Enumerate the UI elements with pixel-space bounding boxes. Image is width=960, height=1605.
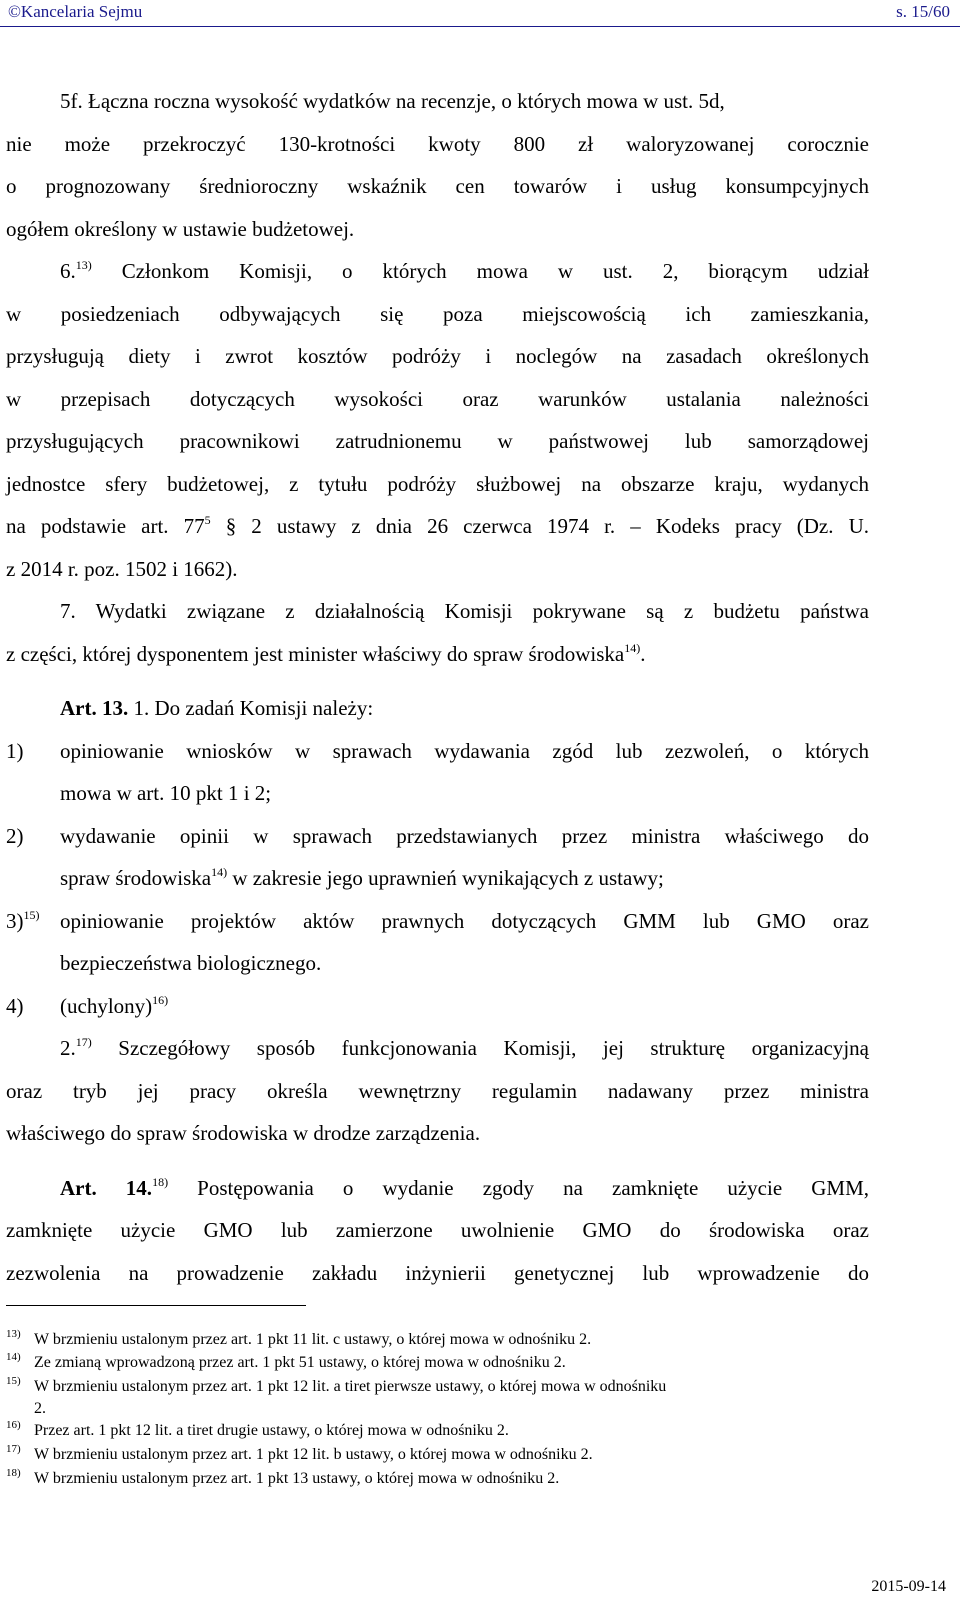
publication-date: 2015-09-14 [871,1578,946,1595]
paragraph-line: 6.$^{13)}$ Członkom Komisji, o których mowa w ust. 2, biorącym udział [60,258,870,283]
footnote-ref[interactable]: 18) [152,1175,169,1189]
footnote-number: 13) [6,1328,21,1340]
footnote-text: W brzmieniu ustalonym przez art. 1 pkt 13 ustawy, o której mowa w odnośniku 2. [34,1470,560,1487]
paragraph-line: przysługują diety i zwrot kosztów podróży i noclegów na zasadach określonych [6,344,869,368]
footnote-number: 17) [6,1443,21,1455]
list-number: 1) [6,739,24,763]
footnote-number: 16) [6,1419,21,1431]
footnote-ref[interactable]: 17) [75,1035,92,1049]
paragraph-line: jednostce sfery budżetowej, z tytułu podróży służbowej na obszarze kraju, wydanych [6,472,869,496]
paragraph-line: przysługujących pracownikowi zatrudnionemu w państwowej lub samorządowej [6,429,869,453]
list-item-line: wydawanie opinii w sprawach przedstawianych przez ministra właściwego do [60,824,869,848]
publisher-label: ©Kancelaria Sejmu [8,2,143,21]
paragraph-line: o prognozowany średnioroczny wskaźnik cen towarów i usług konsumpcyjnych [6,174,869,198]
list-item-line: opiniowanie projektów aktów prawnych dotyczących GMM lub GMO oraz [60,909,869,933]
footnote-ref[interactable]: 16) [152,993,169,1007]
footnote-text: 2. [34,1400,46,1417]
paragraph-line: na podstawie art. $77^5$ § 2 ustawy z dnia 26 czerwca 1974 r. – Kodeks pracy (Dz. U. [6,513,869,538]
footnote-text: W brzmieniu ustalonym przez art. 1 pkt 12 lit. a tiret pierwsze ustawy, o której mowa w odnośniku [34,1378,667,1395]
superscript: 5 [204,513,211,527]
footnote-ref[interactable]: 14) [211,865,228,879]
footnote-text: Przez art. 1 pkt 12 lit. a tiret drugie ustawy, o której mowa w odnośniku 2. [34,1422,509,1439]
page-header [0,0,960,26]
paragraph-line: zezwolenia na prowadzenie zakładu inżynierii genetycznej lub wprowadzenie do [6,1261,869,1285]
article-heading: Art. 14.$^{18)}$ Postępowania o wydanie zgody na zamknięte użycie GMM, [60,1175,870,1200]
footnote-text: W brzmieniu ustalonym przez art. 1 pkt 11 lit. c ustawy, o której mowa w odnośniku 2. [34,1331,592,1348]
page-number: s. 15/60 [896,2,950,21]
footnote-number: 14) [6,1351,21,1363]
header-divider [0,26,960,27]
list-item-line: (uchylony)$^{16)}$ [60,993,169,1018]
paragraph-line: nie może przekroczyć 130-krotności kwoty 800 zł waloryzowanej corocznie [6,132,869,156]
paragraph-line: właściwego do spraw środowiska w drodze zarządzenia. [6,1121,481,1145]
list-item-line: bezpieczeństwa biologicznego. [60,951,322,975]
list-item-line: mowa w art. 10 pkt 1 i 2; [60,781,272,805]
footnote-number: 15) [6,1375,21,1387]
list-number: 4) [6,994,24,1018]
list-item-line: spraw środowiska$^{14)}$ w zakresie jego uprawnień wynikających z ustawy; [60,865,664,890]
footnote-separator [6,1305,306,1306]
footnote-text: W brzmieniu ustalonym przez art. 1 pkt 12 lit. b ustawy, o której mowa w odnośniku 2. [34,1446,593,1463]
article-heading: Art. 13. 1. Do zadań Komisji należy: [60,696,374,720]
paragraph-line: w przepisach dotyczących wysokości oraz warunków ustalania należności [6,387,869,411]
footnote-ref[interactable]: 14) [624,641,641,655]
paragraph-line: w posiedzeniach odbywających się poza miejscowością ich zamieszkania, [6,302,869,326]
paragraph-line: 7. Wydatki związane z działalnością Komisji pokrywane są z budżetu państwa [60,599,869,623]
paragraph-line: 2.$^{17)}$ Szczegółowy sposób funkcjonowania Komisji, jej strukturę organizacyjną [60,1035,869,1060]
list-number: 3)$^{15)}$ [6,908,40,933]
paragraph-line: z części, której dysponentem jest minister właściwy do spraw środowiska$^{14)}$. [6,641,646,666]
list-item-line: opiniowanie wniosków w sprawach wydawania zgód lub zezwoleń, o których [60,739,869,763]
list-number: 2) [6,824,24,848]
paragraph-line: zamknięte użycie GMO lub zamierzone uwolnienie GMO do środowiska oraz [6,1218,869,1242]
paragraph-line: z 2014 r. poz. 1502 i 1662). [6,557,238,581]
footnote-ref[interactable]: 13) [75,258,92,272]
paragraph-line: oraz tryb jej pracy określa wewnętrzny regulamin nadawany przez ministra [6,1079,869,1103]
footnote-ref[interactable]: 15) [23,908,40,922]
paragraph-line: ogółem określony w ustawie budżetowej. [6,217,355,241]
paragraph-line: 5f. Łączna roczna wysokość wydatków na recenzje, o których mowa w ust. 5d, [60,89,725,113]
article-number: Art. 13. [60,696,129,720]
footnote-text: Ze zmianą wprowadzoną przez art. 1 pkt 51 ustawy, o której mowa w odnośniku 2. [34,1354,566,1371]
article-number: Art. 14. [60,1176,153,1200]
footnote-number: 18) [6,1467,21,1479]
